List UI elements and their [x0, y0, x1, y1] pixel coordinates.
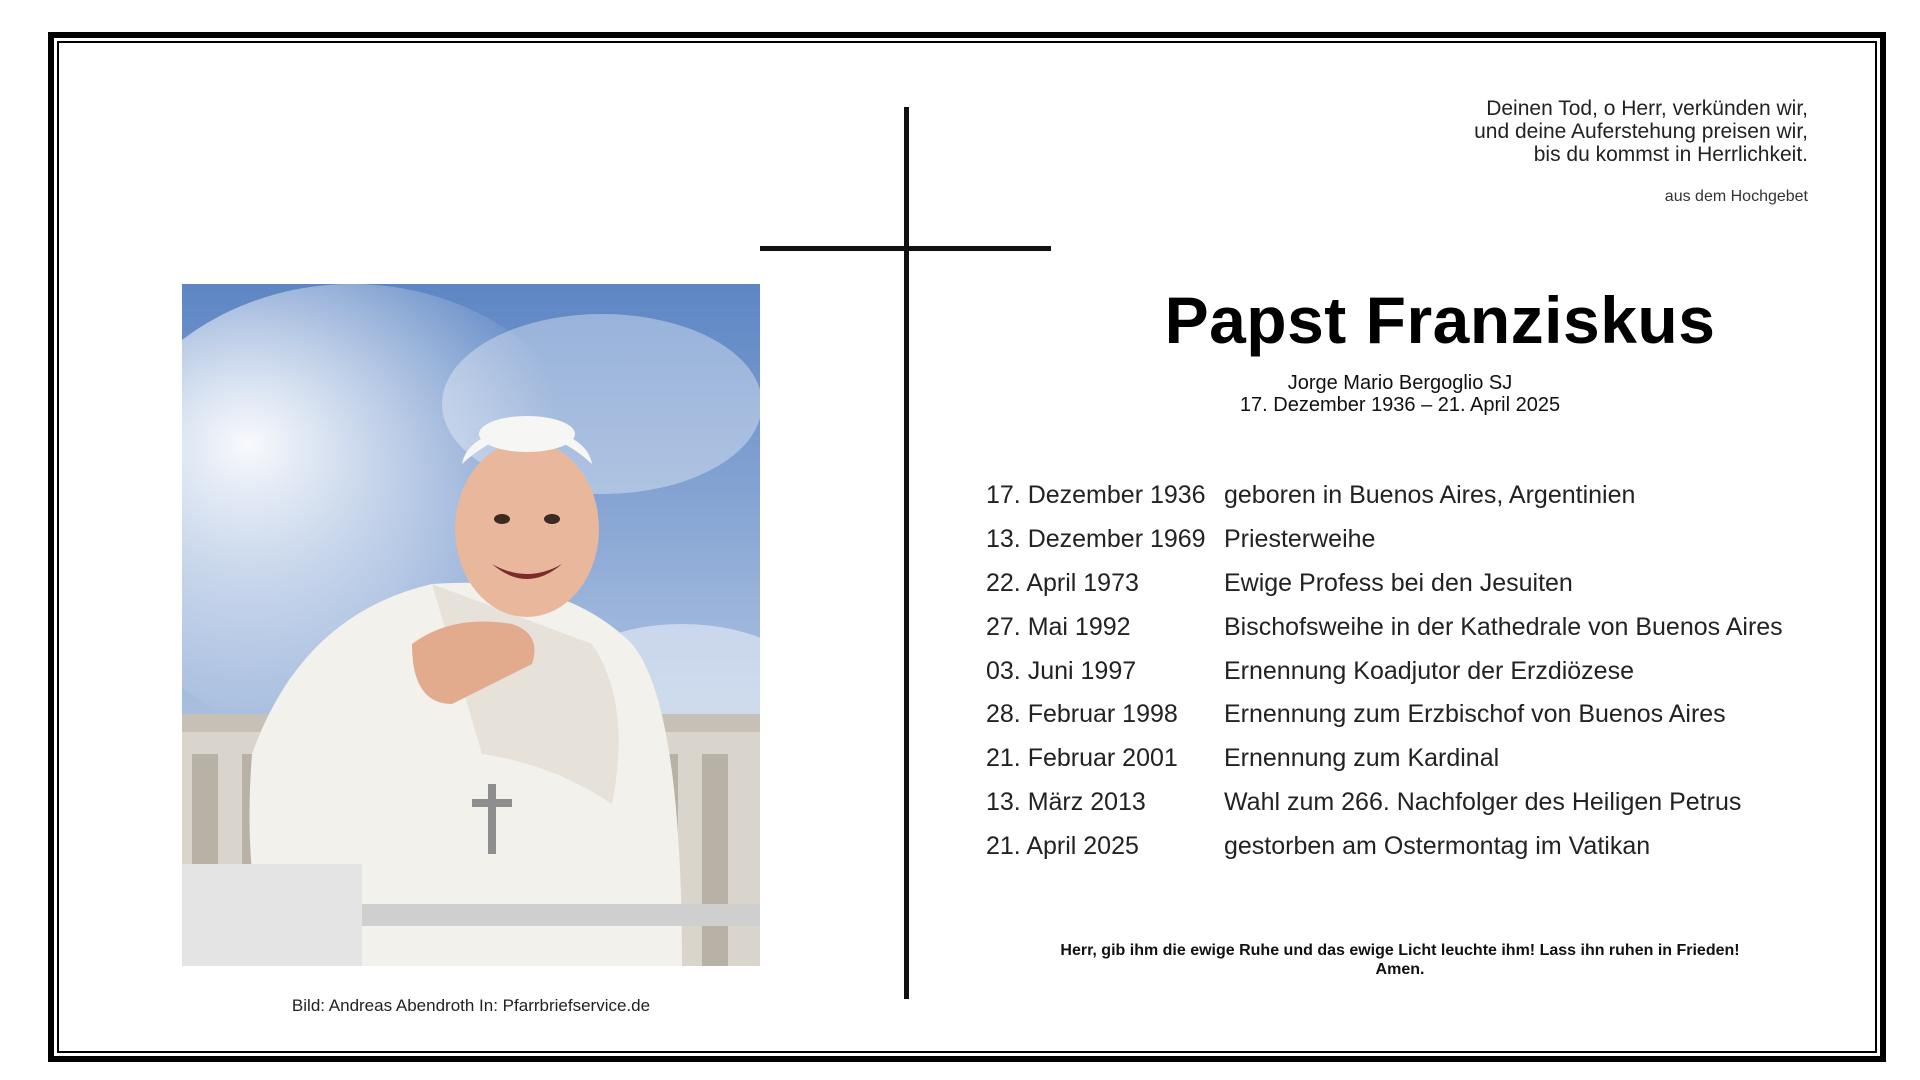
timeline-event: Ernennung zum Erzbischof von Buenos Aires [1224, 700, 1726, 729]
timeline-date: 28. Februar 1998 [986, 700, 1178, 729]
birth-name: Jorge Mario Bergoglio SJ [1287, 372, 1513, 394]
timeline-date: 13. Dezember 1969 [986, 525, 1206, 554]
timeline-row [986, 605, 1816, 649]
closing-prayer [1030, 941, 1770, 979]
timeline-row [986, 824, 1816, 868]
timeline-date: 22. April 1973 [986, 568, 1139, 597]
cross-horizontal [760, 246, 1051, 251]
pope-photo [182, 284, 760, 966]
timeline-event: Ernennung Koadjutor der Erzdiözese [1224, 656, 1634, 685]
timeline-row [986, 474, 1816, 518]
deceased-name: Papst Franziskus [1164, 283, 1716, 357]
timeline-event: Priesterweihe [1224, 525, 1376, 554]
timeline-date: 13. März 2013 [986, 787, 1146, 816]
timeline-event: Wahl zum 266. Nachfolger des Heiligen Petrus [1224, 787, 1742, 816]
timeline-row [986, 737, 1816, 781]
timeline-row [986, 781, 1816, 825]
cross-vertical [904, 107, 909, 999]
timeline-row [986, 518, 1816, 562]
birth-name-and-dates [1160, 372, 1640, 416]
timeline-row [986, 562, 1816, 606]
timeline-event: Ewige Profess bei den Jesuiten [1224, 568, 1573, 597]
timeline-date: 17. Dezember 1936 [986, 481, 1206, 510]
timeline-event: geboren in Buenos Aires, Argentinien [1224, 481, 1636, 510]
timeline-event: Ernennung zum Kardinal [1224, 744, 1500, 773]
timeline-event: Bischofsweihe in der Kathedrale von Buenos Aires [1224, 612, 1783, 641]
timeline-date: 21. Februar 2001 [986, 744, 1178, 773]
life-timeline [986, 474, 1816, 868]
quote-line: bis du kommst in Herrlichkeit. [1533, 143, 1808, 166]
quote-source: aus dem Hochgebet [1664, 188, 1808, 205]
prayer-amen: Amen. [1375, 961, 1425, 978]
timeline-event: gestorben am Ostermontag im Vatikan [1224, 831, 1651, 860]
quote-line: Deinen Tod, o Herr, verkünden wir, [1486, 97, 1808, 120]
photo-credit: Bild: Andreas Abendroth In: Pfarrbriefservice.de [291, 996, 651, 1015]
timeline-date: 21. April 2025 [986, 831, 1139, 860]
timeline-date: 27. Mai 1992 [986, 612, 1131, 641]
timeline-row [986, 649, 1816, 693]
life-dates: 17. Dezember 1936 – 21. April 2025 [1239, 394, 1561, 416]
timeline-row [986, 693, 1816, 737]
prayer-line: Herr, gib ihm die ewige Ruhe und das ewige Licht leuchte ihm! Lass ihn ruhen in Frieden! [1060, 942, 1740, 959]
quote-line: und deine Auferstehung preisen wir, [1474, 120, 1808, 143]
timeline-date: 03. Juni 1997 [986, 656, 1137, 685]
scripture-quote [1308, 97, 1808, 166]
